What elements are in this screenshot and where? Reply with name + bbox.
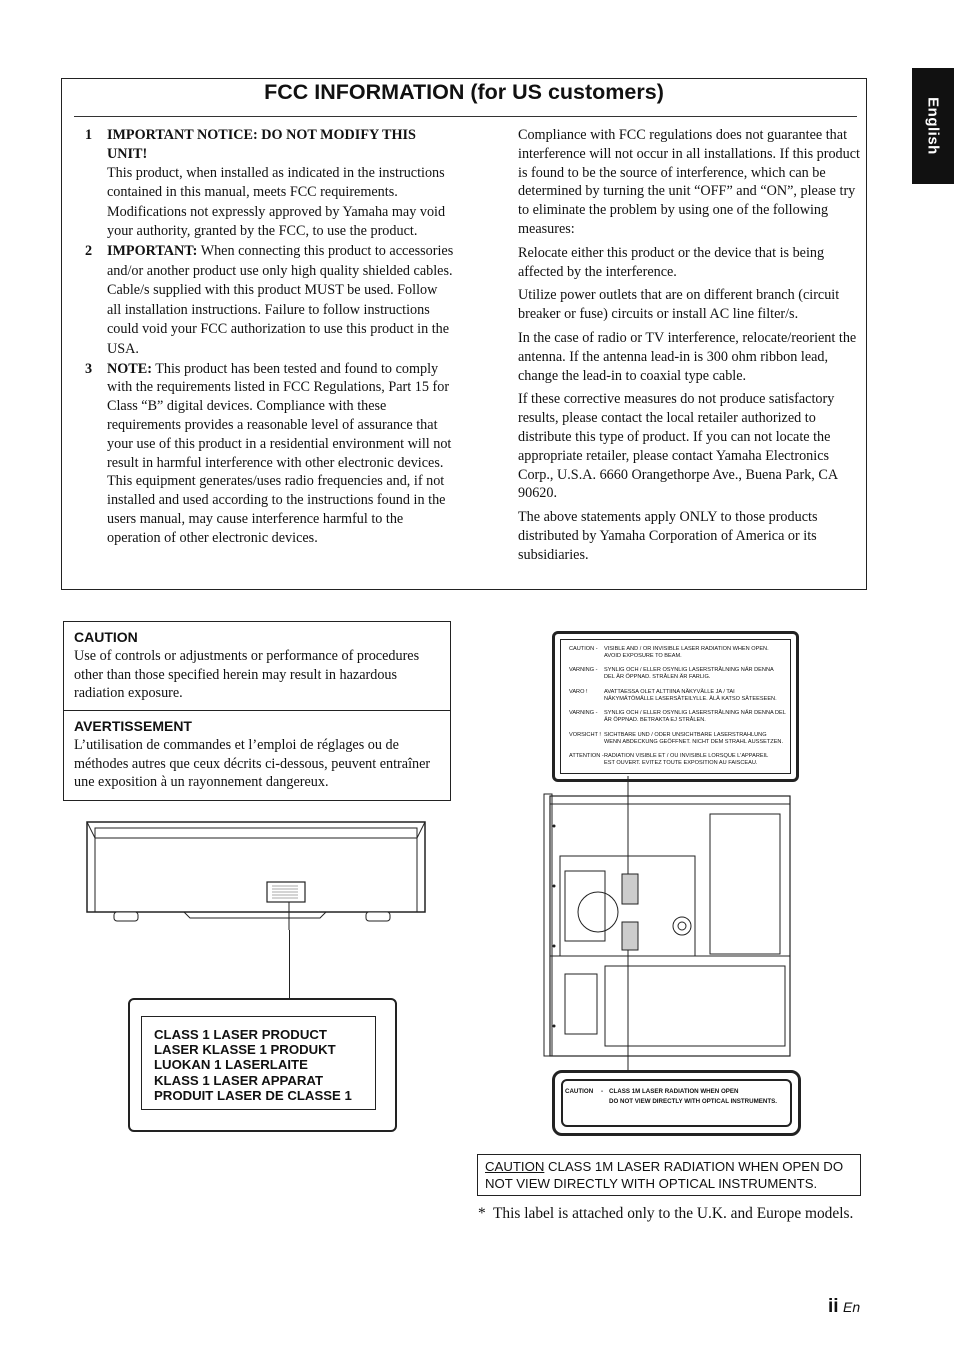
footnote-text: This label is attached only to the U.K. and Europe models. (493, 1205, 854, 1222)
title-rule (74, 116, 857, 117)
fcc-item-1 (85, 126, 455, 242)
warning-row: CAUTION - VISIBLE AND / OR INVISIBLE LASER RADIATION WHEN OPEN. AVOID EXPOSURE TO BEAM. (569, 646, 769, 660)
item-text-2: This equipment generates/uses radio frequencies and, if not installed and used according to the instructions found in the users manual, may cause interference harmful to the operation of other electronic devices. (107, 473, 446, 546)
label-line: CLASS 1 LASER PRODUCT (154, 1027, 327, 1042)
item-heading: IMPORTANT: (107, 242, 198, 259)
footnote (478, 1204, 858, 1225)
label-line: LASER KLASSE 1 PRODUKT (154, 1042, 336, 1058)
language-tab (912, 68, 954, 184)
pickup-label-1 (622, 874, 638, 904)
fcc-item-3 (85, 360, 455, 548)
pickup-label-2 (622, 922, 638, 950)
fcc-paragraph: Compliance with FCC regulations does not guarantee that interference will not occur in all installations. If this product is found to be the source of interference, which can be determined by turning the unit “OFF” and “ON”, please try to eliminate the problem by using one of the following measures: (518, 127, 860, 237)
label-line: KLASS 1 LASER APPARAT (154, 1072, 324, 1088)
fcc-left-column (85, 126, 455, 548)
item-text: This product, when installed as indicated in the instructions contained in this manual, meets FCC requirements. Modifications not expressly approved by Yamaha may void your authority, granted by the FCC, to use the product. (107, 164, 446, 240)
caution-underlined: CAUTION (485, 1159, 545, 1174)
caution-box (63, 621, 451, 801)
warning-row: VARNING - SYNLIG OCH / ELLER OSYNLIG LASERSTRÅLNING NÄR DENNA DEL ÄR ÖPPNAD. STRÅLEN ÄR FARLIG. (569, 667, 774, 681)
class1m-key: CAUTION (565, 1088, 594, 1095)
warning-row: ATTENTION -RADIATION VISIBLE ET / OU INVISIBLE LORSQUE L'APPAREIL EST OUVERT. EVITEZ TOUTE EXPOSITION AU FAISCEAU. (569, 753, 769, 767)
laser-warning-label (552, 631, 799, 782)
class1m-line1: CLASS 1M LASER RADIATION WHEN OPEN (609, 1088, 739, 1095)
item-number: 3 (85, 360, 93, 377)
avertissement-text: L’utilisation de commandes et l’emploi de réglages ou de méthodes autres que ceux décrits ci-dessous, peuvent entraîner une exposition à un rayonnement dangereux. (74, 736, 431, 791)
leader-line (289, 930, 290, 998)
item-number: 1 (85, 127, 93, 143)
item-text: When connecting this product to accessories and/or another product use only high quality shielded cables. Cable/s supplied with this product MUST be used. Follow all installation instructions. Failure to follow instructions could void your FCC authorization to use this product in the USA. (107, 242, 454, 357)
page-lang: En (843, 1299, 861, 1315)
caution-text: Use of controls or adjustments or performance of procedures other than those specified herein may result in hazardous radiation exposure. (74, 647, 420, 702)
fcc-title: FCC INFORMATION (for US customers) (264, 80, 664, 104)
fcc-paragraph: Relocate either this product or the device that is being affected by the interference. (518, 244, 825, 280)
fcc-item-2 (85, 242, 455, 360)
class1-laser-label (128, 998, 397, 1132)
item-heading: IMPORTANT NOTICE: DO NOT MODIFY THIS UNIT! (107, 127, 416, 162)
label-line: LUOKAN 1 LASERLAITE (154, 1057, 308, 1073)
fcc-paragraph: In the case of radio or TV interference, relocate/reorient the antenna. If the antenna lead-in is 300 ohm ribbon lead, change the lead-in to coaxial type cable. (518, 329, 857, 384)
foot-left (114, 912, 138, 921)
fcc-paragraph: Utilize power outlets that are on different branch (circuit breaker or fuse) circuits or install AC line filter/s. (518, 287, 840, 323)
page-number-value: ii (828, 1296, 839, 1317)
warning-row: VARNING - SYNLIG OCH / ELLER OSYNLIG LASERSTRÅLNING NÄR DENNA DEL ÄR ÖPPNAD. BETRAKTA EJ STRÅLEN. (569, 710, 786, 724)
warning-row: VARO ! AVATTAESSA OLET ALTTIINA NÄKYVÄLLE JA / TAI NÄKYMÄTÖMÄLLE LASERSÄTEILYLLE. ÄLÄ KATSO SÄTEESEEN. (569, 689, 777, 703)
fcc-paragraph: If these corrective measures do not produce satisfactory results, please contact the local retailer authorized to distribute this type of product. If you can not locate the appropriate retailer, please contact Yamaha Electronics Corp., U.S.A. 6660 Orangethorpe Ave., Buena Park, CA 90620. (518, 391, 838, 502)
foot-right (366, 912, 390, 921)
unit-top-illustration (540, 776, 800, 1070)
page-number (828, 1296, 860, 1318)
class1m-label (552, 1070, 801, 1136)
footnote-mark: * (478, 1205, 486, 1222)
item-number: 2 (85, 242, 93, 259)
label-line: PRODUIT LASER DE CLASSE 1 (154, 1087, 352, 1103)
language-tab-label: English (924, 97, 942, 155)
item-heading: NOTE: (107, 360, 152, 377)
unit-rear-illustration (84, 818, 430, 930)
class1m-line2: DO NOT VIEW DIRECTLY WITH OPTICAL INSTRUMENTS. (609, 1098, 777, 1105)
fcc-right-column (518, 126, 864, 570)
class1m-caution-text: CLASS 1M LASER RADIATION WHEN OPEN DO NOT VIEW DIRECTLY WITH OPTICAL INSTRUMENTS. (485, 1159, 844, 1191)
caution-heading: CAUTION (74, 629, 138, 645)
avertissement-heading: AVERTISSEMENT (74, 718, 192, 734)
caution-divider (63, 710, 451, 711)
warning-row: VORSICHT ! SICHTBARE UND / ODER UNSICHTBARE LASERSTRAHLUNG WENN ABDECKUNG GEÖFFNET. NICHT DEM STRAHL AUSSETZEN. (569, 732, 784, 746)
fcc-paragraph: The above statements apply ONLY to those products distributed by Yamaha Corporation of America or its subsidiaries. (518, 509, 818, 563)
class1m-caution-box (477, 1154, 861, 1196)
class1m-dash: - (601, 1088, 604, 1095)
item-text: This product has been tested and found to comply with the requirements listed in FCC Regulations, Part 15 for Class “B” digital devices. Compliance with these requirements provides a reasonable level of assurance that your use of this product in a residential environment will not result in harmful interference with other electronic devices. (107, 360, 452, 471)
